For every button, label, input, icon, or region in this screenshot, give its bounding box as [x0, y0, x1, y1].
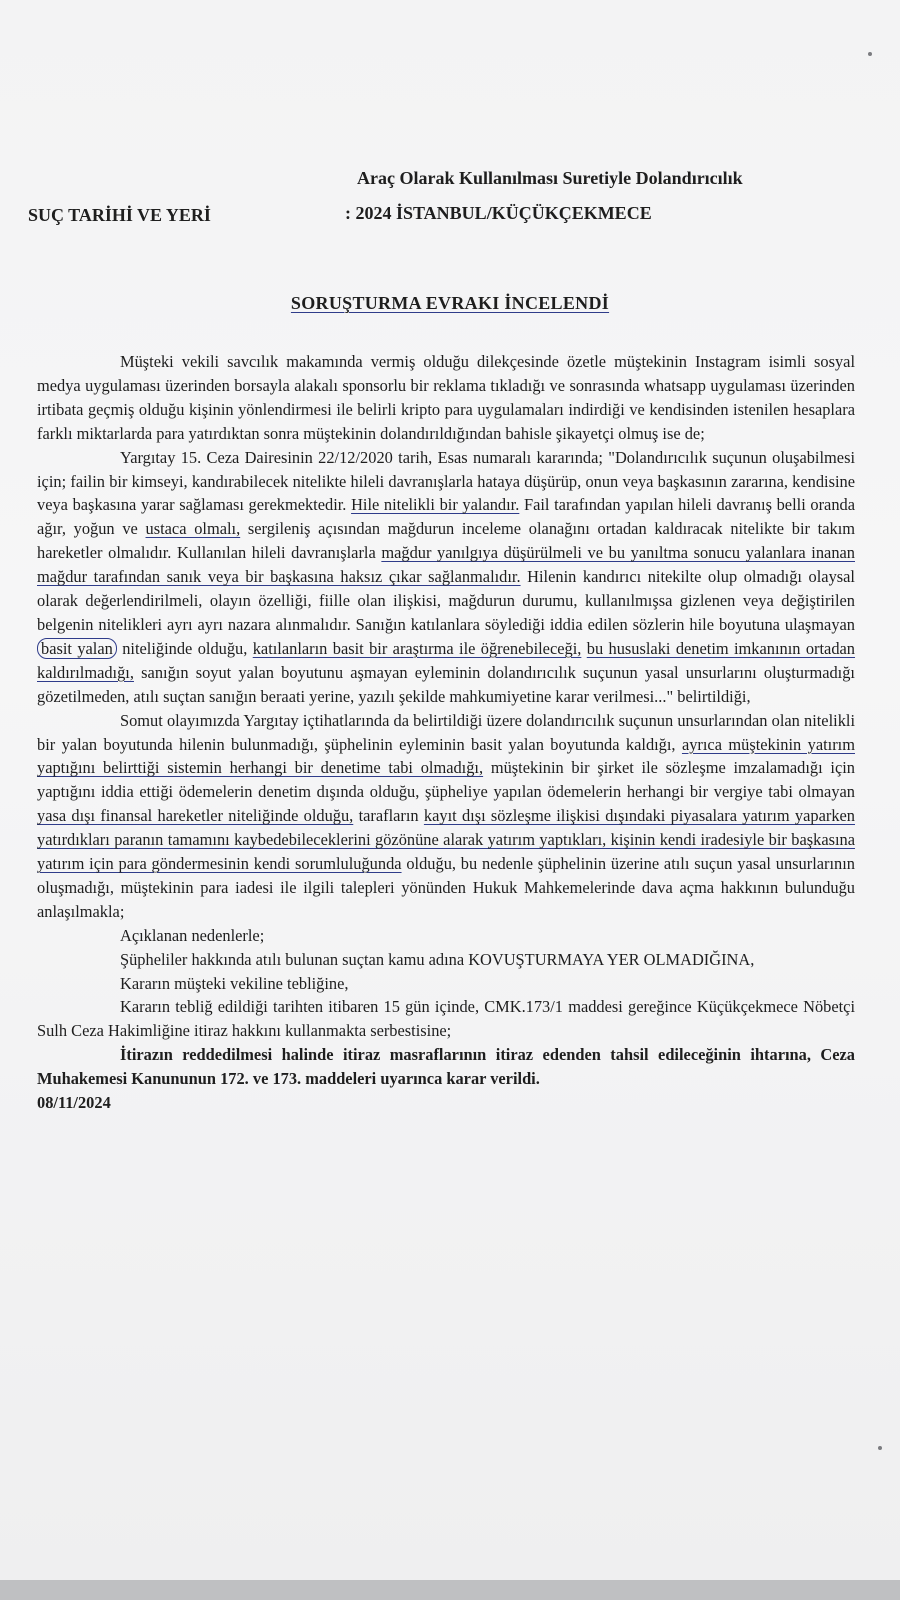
title-text: SORUŞTURMA EVRAKI İNCELENDİ: [290, 293, 610, 313]
pen-underline: kayıt dışı sözleşme ilişkisi dışındaki piyasalara yatırım yaparken yatırdıkları paranın tamamını kaybedebileceklerini gözönüne alarak yatırım yaptıkları, kişinin kendi iradesiyle bir başkasına yatırım için para göndermesinin kendi sorumluluğunda: [37, 806, 855, 874]
paragraph-assessment: Somut olayımızda Yargıtay içtihatlarında da belirtildiği üzere dolandırıcılık suçunun unsurlarından olan nitelikli bir yalan boyutunda hilenin bulunmadığı, şüphelinin eyleminin basit yalan boyutunda kaldığı, ayrıca müştekinin yatırım yaptığını belirttiği sistemin herhangi bir denetime tabi olmadığı, müştekinin bir şirket ile sözleşme imzalamadığı için yaptığını iddia ettiği ödemelerin denetim dışında olduğu, şüpheliye yapılan ödemelerin herhangi bir vergiye tabi olmayan yasa dışı finansal hareketler niteliğinde olduğu, tarafların kayıt dışı sözleşme ilişkisi dışındaki piyasalara yatırım yaparken yatırdıkları paranın tamamını kaybedebileceklerini gözönüne alarak yatırım yaptıkları, kişinin kendi iradesiyle bir başkasına yatırım için para göndermesinin kendi sorumluluğunda olduğu, bu nedenle şüphelinin üzerine atılı suçun yasal unsurlarının oluşmadığı, müştekinin para iadesi ile ilgili talepleri yönünden Hukuk Mahkemelerinde dava açma hakkının bulunduğu anlaşılmakla;: [37, 710, 855, 921]
paragraph-precedent: Yargıtay 15. Ceza Dairesinin 22/12/2020 tarih, Esas numaralı kararında; "Dolandırıcılık suçunun oluşabilmesi için; failin bir kimseyi, kandırabilecek nitelikte hileli davranışlarla hataya düşürüp, onun veya başkasının zararına, kendisine veya başkasına yarar sağlaması gerekmektedir. Hile nitelikli bir yalandır. Fail tarafından yapılan hileli davranış belli oranda ağır, yoğun ve ustaca olmalı, sergileniş açısından mağdurun inceleme olanağını ortadan kaldıracak nitelikte bir takım hareketler olmalıdır. Kullanılan hileli davranışlarla mağdur yanılgıya düşürülmeli ve bu yanıltma sonucu yalanlara inanan mağdur tarafından sanık veya bir başkasına haksız çıkar sağlanmalıdır. Hilenin kandırıcı nitekilte olup olmadığı olaysal olarak değerlendirilmeli, olayın özelliği, fiille olan ilişkisi, mağdurun durumu, kullanılmışsa gizlenen veya değiştirilen belgenin nitelikleri ayrı ayrı nazara alınmalıdır. Sanığın katılanlara söylediği iddia edilen sözlerin hile boyutuna ulaşmayan basit yalan niteliğinde olduğu, katılanların basit bir araştırma ile öğrenebileceği, bu hususlaki denetim imkanının ortadan kaldırılmadığı, sanığın soyut yalan boyutunu aşmayan eyleminin dolandırıcılık suçunun yasal unsurlarını oluşturmadığı gözetilmeden, atılı suçtan sanığın beraati yerine, yazılı şekilde mahkumiyetine karar verilmesi..." belirtildiği,: [37, 447, 855, 706]
document-body: [37, 350, 855, 1115]
paragraph-warning: İtirazın reddedilmesi halinde itiraz masraflarının itiraz edenden tahsil edileceğinin ihtarına, Ceza Muhakemesi Kanununun 172. ve 173. maddeleri uyarınca karar verildi.: [37, 1045, 855, 1089]
pen-circle: basit yalan: [37, 638, 117, 659]
crime-type: Araç Olarak Kullanılması Suretiyle Dolandırıcılık: [357, 168, 743, 188]
date-place-value: : 2024 İSTANBUL/KÜÇÜKÇEKMECE: [345, 203, 652, 223]
paragraph-reasons: Açıklanan nedenlerle;: [120, 925, 265, 945]
paragraph-decision: Şüpheliler hakkında atılı bulunan suçtan kamu adına KOVUŞTURMAYA YER OLMADIĞINA,: [120, 949, 755, 969]
pen-underline: ustaca olmalı,: [145, 519, 241, 539]
pen-underline: bu hususlaki denetim imkanının ortadan kaldırılmadığı,: [37, 638, 855, 682]
paragraph-complaint: Müşteki vekili savcılık makamında vermiş olduğu dilekçesinde özetle müştekinin Instagram isimli sosyal medya uygulaması üzerinden borsayla alakalı sponsorlu bir reklama tıkladığı ve sonrasında whatsapp uygulaması üzerinden irtibata geçmiş olduğu kişinin yönlendirmesi ile belirli kripto para uygulamaları indirdiği ve kendisinden istenilen hesaplara farklı miktarlarda para yatırdıktan sonra müştekinin dolandırıldığından bahisle şikayetçi olmuş ise de;: [37, 352, 855, 443]
pen-underline: katılanların basit bir araştırma ile öğrenebileceği,: [252, 638, 582, 658]
paper-speck: [878, 1446, 882, 1450]
document-title: [0, 293, 900, 314]
paper-speck: [868, 52, 872, 56]
pen-underline: yasa dışı finansal hareketler niteliğinde olduğu,: [37, 806, 354, 826]
date-place-label: SUÇ TARİHİ VE YERİ: [28, 205, 211, 225]
pen-underline: mağdur yanılgıya düşürülmeli ve bu yanıltma sonucu yalanlara inanan mağdur tarafından sanık veya bir başkasına haksız çıkar sağlanmalıdır.: [37, 543, 855, 587]
pen-underline: ayrıca müştekinin yatırım yaptığını belirttiği sistemin herhangi bir denetime tabi olmadığı,: [37, 734, 855, 778]
background-surface: [0, 1580, 900, 1600]
pen-underline: Hile nitelikli bir yalandır.: [351, 495, 520, 515]
paragraph-objection-right: Kararın tebliğ edildiği tarihten itibaren 15 gün içinde, CMK.173/1 maddesi gereğince Küçükçekmece Nöbetçi Sulh Ceza Hakimliğine itiraz hakkını kullanmakta serbestisine;: [37, 997, 855, 1041]
paragraph-notification: Kararın müşteki vekiline tebliğine,: [120, 973, 349, 993]
decision-date: 08/11/2024: [37, 1093, 111, 1113]
